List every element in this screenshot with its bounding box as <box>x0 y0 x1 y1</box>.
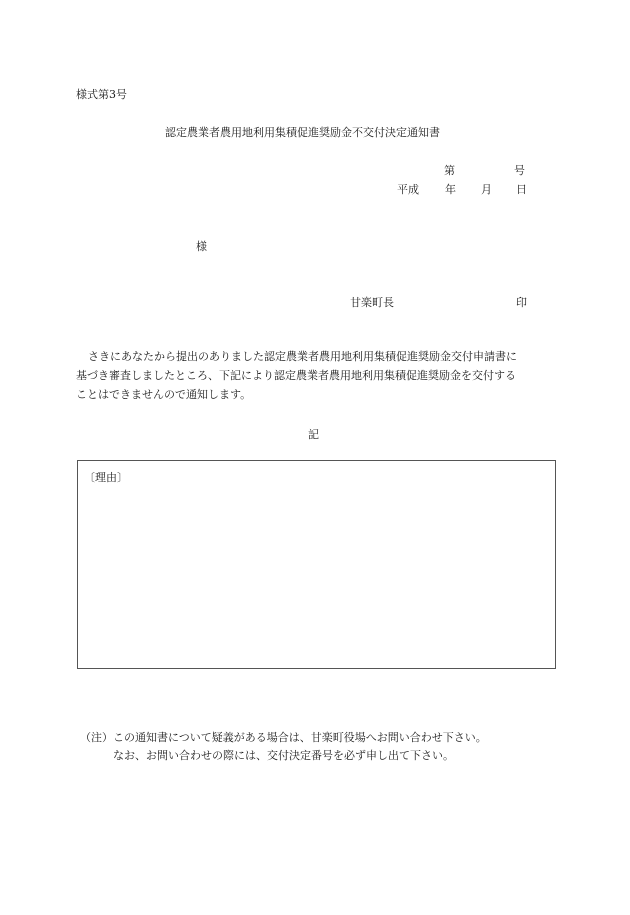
reason-box <box>77 460 556 669</box>
date-era: 平成 <box>397 183 419 196</box>
date-year: 年 <box>445 183 456 196</box>
addressee-suffix: 様 <box>196 240 207 253</box>
body-line-1: さきにあなたから提出のありました認定農業者農用地利用集積促進奨励金交付申請書に <box>88 350 517 363</box>
note-line-2: なお、お問い合わせの際には、交付決定番号を必ず申し出て下さい。 <box>113 749 454 762</box>
ki-heading: 記 <box>308 428 319 441</box>
notice-number-suffix: 号 <box>514 164 525 177</box>
date-month: 月 <box>481 183 492 196</box>
form-number: 様式第3号 <box>76 88 127 101</box>
issuer-name: 甘楽町長 <box>350 296 394 309</box>
note-line-1: この通知書について疑義がある場合は、甘楽町役場へお問い合わせ下さい。 <box>113 731 487 744</box>
notice-number-prefix: 第 <box>444 164 455 177</box>
body-line-2: 基づき審査しましたところ、下記により認定農業者農用地利用集積促進奨励金を交付する <box>76 369 516 382</box>
document-title: 認定農業者農用地利用集積促進奨励金不交付決定通知書 <box>165 126 440 139</box>
body-line-3: ことはできませんので通知します。 <box>76 388 252 401</box>
reason-label: 〔理由〕 <box>84 471 128 484</box>
seal-mark: 印 <box>516 296 527 309</box>
date-day: 日 <box>516 183 527 196</box>
notice-body <box>76 347 556 404</box>
note-mark: （注） <box>80 731 113 744</box>
